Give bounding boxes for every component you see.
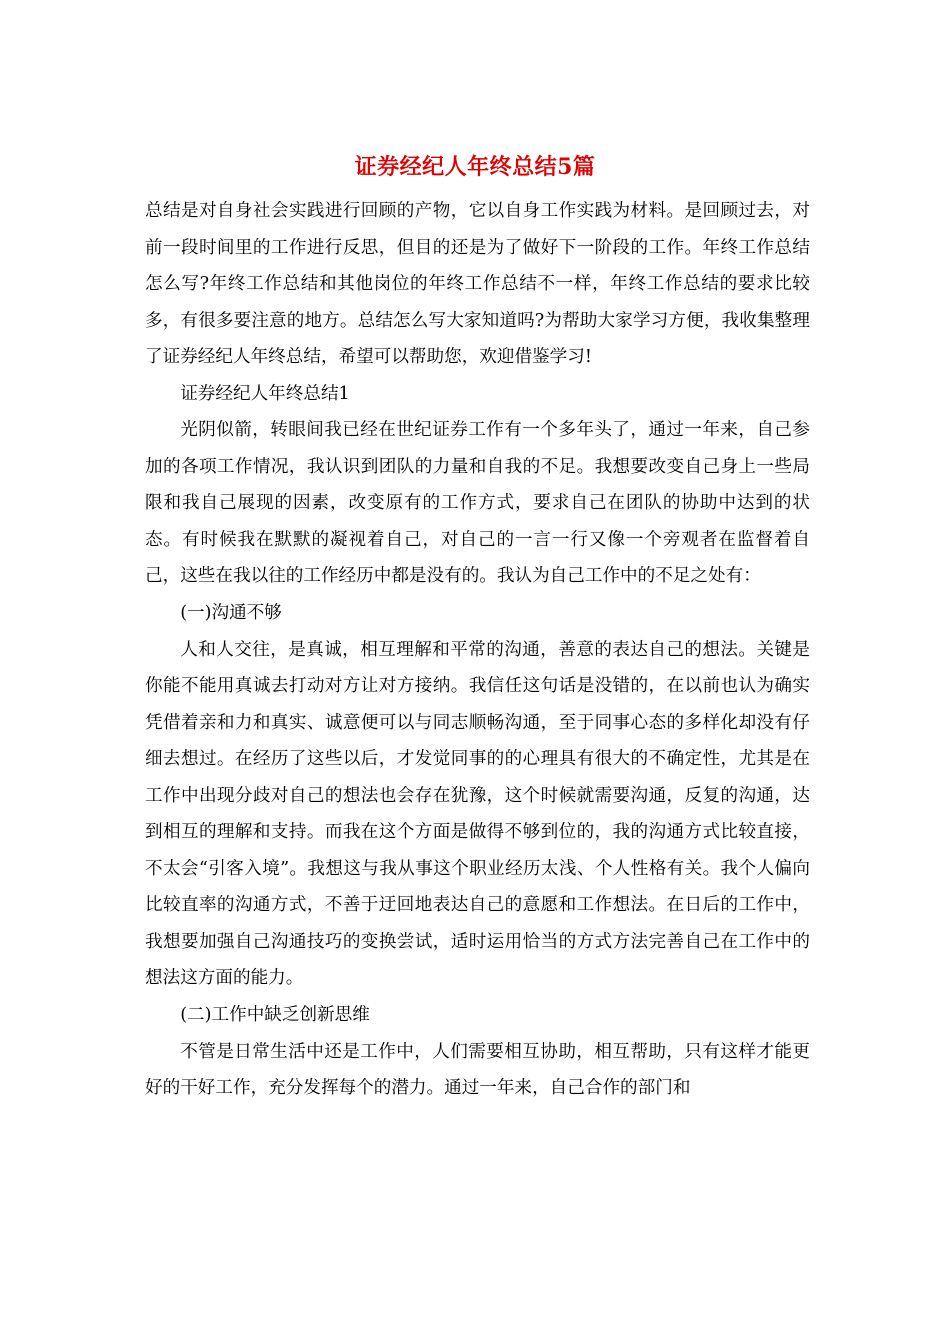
body-paragraph: 人和人交往，是真诚，相互理解和平常的沟通，善意的表达自己的想法。关键是你能不能用真诚去打动对方让对方接纳。我信任这句话是没错的，在以前也认为确实凭借着亲和力和真实、诚意便可以与同志顺畅沟通，至于同事心态的多样化却没有仔细去想过。在经历了这些以后，才发觉同事的的心理具有很大的不确定性，尤其是在工作中出现分歧对自己的想法也会存在犹豫，这个时候就需要沟通，反复的沟通，达到相互的理解和支持。而我在这个方面是做得不够到位的，我的沟通方式比较直接，不太会“引客入境”。我想这与我从事这个职业经历太浅、个人性格有关。我个人偏向比较直率的沟通方式，不善于迂回地表达自己的意愿和工作想法。在日后的工作中，我想要加强自己沟通技巧的变换尝试，适时运用恰当的方式方法完善自己在工作中的想法这方面的能力。: [145, 639, 810, 989]
body-paragraph: 光阴似箭，转眼间我已经在世纪证券工作有一个多年头了，通过一年来，自己参加的各项工作情况，我认识到团队的力量和自我的不足。我想要改变自己身上一些局限和我自己展现的因素，改变原有的工作方式，要求自己在团队的协助中达到的状态。有时候我在默默的凝视着自己，对自己的一言一行又像一个旁观者在监督着自己，这些在我以往的工作经历中都是没有的。我认为自己工作中的不足之处有：: [145, 420, 810, 587]
subheading-communication: (一)沟通不够: [180, 603, 282, 624]
intro-paragraph: 总结是对自身社会实践进行回顾的产物，它以自身工作实践为材料。是回顾过去，对前一段时间里的工作进行反思，但目的还是为了做好下一阶段的工作。年终工作总结怎么写?年终工作总结和其他岗位的年终工作总结不一样，年终工作总结的要求比较多，有很多要注意的地方。总结怎么写大家知道吗?为帮助大家学习方便，我收集整理了证券经纪人年终总结，希望可以帮助您，欢迎借鉴学习!: [145, 201, 810, 368]
body-paragraph: 不管是日常生活中还是工作中，人们需要相互协助，相互帮助，只有这样才能更好的干好工作，充分发挥每个的潜力。通过一年来，自己合作的部门和: [145, 1041, 810, 1099]
section-heading-1: 证券经纪人年终总结1: [180, 383, 350, 404]
document-body: [145, 193, 810, 1107]
document-title: 证券经纪人年终总结5篇: [354, 154, 596, 180]
subheading-innovation: (二)工作中缺乏创新思维: [180, 1005, 370, 1026]
